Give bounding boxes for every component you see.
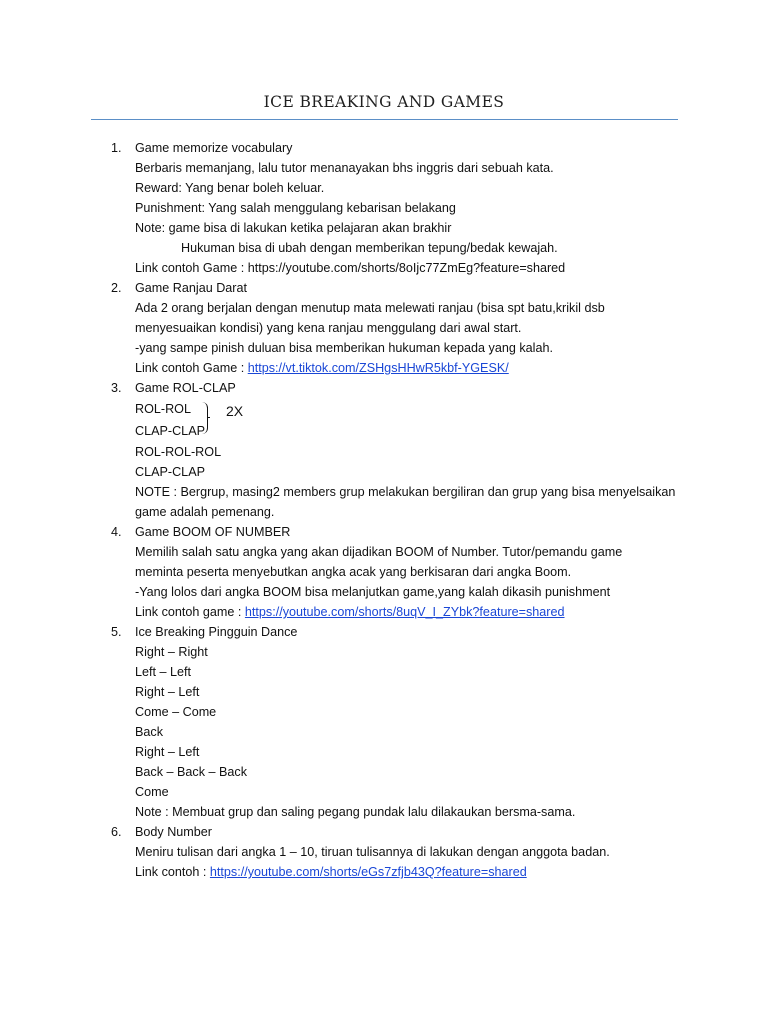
- item-link-line: [0, 602, 768, 622]
- list-item-2: [0, 278, 768, 378]
- item-heading: Body Number: [135, 825, 212, 839]
- item-line: menyesuaikan kondisi) yang kena ranjau menggulang dari awal start.: [135, 321, 522, 335]
- dance-step: Left – Left: [135, 665, 192, 679]
- item-line: Meniru tulisan dari angka 1 – 10, tiruan tulisannya di lakukan dengan anggota badan.: [135, 845, 610, 859]
- item-line: -Yang lolos dari angka BOOM bisa melanjutkan game,yang kalah dikasih punishment: [135, 585, 611, 599]
- youtube-link[interactable]: https://youtube.com/shorts/eGs7zfjb43Q?feature=shared: [209, 865, 527, 879]
- tiktok-link[interactable]: https://vt.tiktok.com/ZSHgsHHwR5kbf-YGESK/: [247, 361, 509, 375]
- list-number: 4.: [111, 525, 122, 539]
- item-heading: Game Ranjau Darat: [135, 281, 247, 295]
- rol-line: ROL-ROL-ROL: [135, 445, 222, 459]
- item-heading: Ice Breaking Pingguin Dance: [135, 625, 298, 639]
- list-item-6: [0, 822, 768, 882]
- item-line: game adalah pemenang.: [135, 505, 275, 519]
- rol-line: ROL-ROL: [135, 402, 191, 416]
- link-text: https://youtube.com/shorts/8oIjc77ZmEg?feature=shared: [247, 261, 566, 275]
- repeat-label: 2X: [226, 403, 244, 419]
- item-heading: Game memorize vocabulary: [135, 141, 293, 155]
- list-item-1: [0, 138, 768, 278]
- dance-step: Right – Right: [135, 645, 208, 659]
- item-line: meminta peserta menyebutkan angka acak yang berkisaran dari angka Boom.: [135, 565, 572, 579]
- link-prefix: Link contoh Game :: [135, 261, 248, 275]
- list-number: 1.: [111, 141, 122, 155]
- item-link-line: [0, 358, 768, 378]
- dance-step: Back – Back – Back: [135, 765, 247, 779]
- item-line: Memilih salah satu angka yang akan dijadikan BOOM of Number. Tutor/pemandu game: [135, 545, 623, 559]
- item-link-line: [0, 258, 768, 278]
- item-indented-line: Hukuman bisa di ubah dengan memberikan tepung/bedak kewajah.: [181, 241, 558, 255]
- link-prefix: Link contoh Game :: [135, 361, 248, 375]
- brace-tip: [207, 417, 210, 418]
- list-number: 5.: [111, 625, 122, 639]
- dance-step: Come – Come: [135, 705, 217, 719]
- item-line: -yang sampe pinish duluan bisa memberikan hukuman kepada yang kalah.: [135, 341, 553, 355]
- item-line: NOTE : Bergrup, masing2 members grup melakukan bergiliran dan grup yang bisa menyelsaikan: [135, 485, 676, 499]
- dance-step: Back: [135, 725, 163, 739]
- item-link-line: [0, 862, 768, 882]
- dance-step: Right – Left: [135, 745, 200, 759]
- item-line: Reward: Yang benar boleh keluar.: [135, 181, 325, 195]
- list-number: 3.: [111, 381, 122, 395]
- item-line: Note : Membuat grup dan saling pegang pundak lalu dilakaukan bersma-sama.: [135, 805, 576, 819]
- item-line: Punishment: Yang salah menggulang kebarisan belakang: [135, 201, 456, 215]
- rol-line: CLAP-CLAP: [135, 465, 205, 479]
- item-line: Ada 2 orang berjalan dengan menutup mata melewati ranjau (bisa spt batu,krikil dsb: [135, 301, 605, 315]
- list-number: 6.: [111, 825, 122, 839]
- youtube-link[interactable]: https://youtube.com/shorts/8uqV_I_ZYbk?feature=shared: [244, 605, 565, 619]
- item-line: Note: game bisa di lakukan ketika pelajaran akan brakhir: [135, 221, 452, 235]
- item-line: Berbaris memanjang, lalu tutor menanayakan bhs inggris dari sebuah kata.: [135, 161, 554, 175]
- dance-step: Come: [135, 785, 169, 799]
- item-heading: Game BOOM OF NUMBER: [135, 525, 291, 539]
- link-prefix: Link contoh game :: [135, 605, 245, 619]
- rol-line: CLAP-CLAP: [135, 424, 205, 438]
- document-body: [0, 138, 768, 882]
- title-divider: [91, 119, 678, 120]
- list-item-5: [0, 622, 768, 822]
- item-heading: Game ROL-CLAP: [135, 381, 236, 395]
- list-item-4: [0, 522, 768, 622]
- list-item-3: [0, 378, 768, 522]
- link-prefix: Link contoh :: [135, 865, 210, 879]
- brace-bracket: [201, 402, 208, 434]
- dance-step: Right – Left: [135, 685, 200, 699]
- list-number: 2.: [111, 281, 122, 295]
- page-title: ICE BREAKING AND GAMES: [263, 93, 505, 111]
